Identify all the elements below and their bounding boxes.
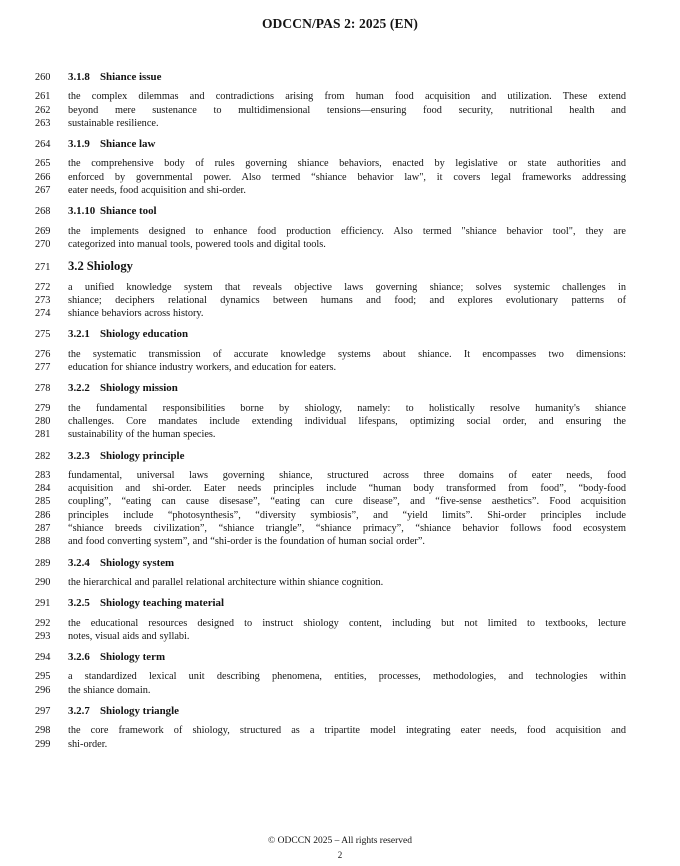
clause-number: 3.2.6	[68, 651, 90, 664]
body-line	[35, 281, 626, 294]
clause-title: Shiology term	[100, 651, 166, 664]
line-number: 260	[35, 72, 51, 83]
body-line-text: the systematic transmission of accurate knowledge systems about shiance. It encompasses two dimensions:	[68, 348, 626, 360]
body-line-text: the fundamental responsibilities borne by shiology, namely: to holistically resolve humanity's shiance	[68, 402, 626, 414]
body-line-text: beyond mere sustenance to multidimensional tensions—ensuring food security, nutritional health and	[68, 104, 626, 116]
line-number: 297	[35, 705, 51, 717]
clause-number: 3.2.2	[68, 382, 90, 395]
body-line-text: education for shiance industry workers, and education for eaters.	[68, 362, 337, 374]
clause-heading-text	[68, 650, 626, 664]
clause-heading-text	[68, 327, 626, 341]
clause-number: 3.2.5	[68, 597, 90, 610]
document-footer	[0, 835, 680, 861]
clause-heading-block	[35, 258, 626, 274]
clause-heading-block	[35, 204, 626, 218]
line-number: 264	[35, 139, 51, 151]
clause-heading	[35, 381, 626, 395]
clause-title: Shiance tool	[100, 205, 157, 218]
body-line-text: enforced by governmental power. Also termed “shiance behavior law", it covers legal frameworks addressing	[68, 171, 626, 183]
body-line	[35, 495, 626, 508]
clause-heading	[35, 137, 626, 151]
body-line	[35, 482, 626, 495]
clause-heading-text	[68, 258, 626, 274]
clause-title: Shiance issue	[100, 71, 162, 83]
clause-heading	[35, 204, 626, 218]
line-number: 282	[35, 450, 51, 462]
body-line	[35, 617, 626, 630]
paragraph-block	[35, 617, 626, 644]
clause-heading-block	[35, 596, 626, 610]
line-number: 296	[35, 684, 51, 696]
body-line-text: eater needs, food acquisition and shi-order.	[68, 185, 246, 197]
body-line-text: the shiance domain.	[68, 684, 151, 696]
line-number: 263	[35, 117, 51, 129]
body-line-text: shiance; deciphers relational dynamics between humans and food; and explores evolutionary patterns of	[68, 294, 626, 306]
page-number: 2	[337, 850, 343, 860]
line-number: 288	[35, 536, 51, 548]
body-line	[35, 184, 626, 197]
body-line-text: the complex dilemmas and contradictions arising from human food acquisition and utilization. These extend	[68, 91, 626, 103]
clause-number: 3.2.7	[68, 704, 90, 717]
line-number: 291	[35, 598, 51, 610]
clause-heading-text	[68, 556, 626, 570]
clause-title: Shiology mission	[100, 382, 178, 395]
clause-heading-text	[68, 137, 626, 151]
body-line	[35, 724, 626, 737]
body-line	[35, 402, 626, 415]
body-line	[35, 117, 626, 130]
body-line-text: the comprehensive body of rules governing shiance behaviors, enacted by legislative or state authorities and	[68, 158, 626, 170]
body-line-text: sustainability of the human species.	[68, 429, 216, 441]
body-line	[35, 294, 626, 307]
body-line-text: coupling”, “eating can cause disesase”, “eating can cure disease”, and “five-sense aesthetics”. Food acquisition	[68, 496, 626, 508]
line-number: 295	[35, 671, 51, 683]
line-number: 284	[35, 483, 51, 495]
clause-heading-block	[35, 650, 626, 664]
clause-heading-block	[35, 704, 626, 718]
line-number: 272	[35, 281, 51, 293]
paragraph-block	[35, 225, 626, 252]
line-number: 266	[35, 171, 51, 183]
line-number: 283	[35, 469, 51, 481]
body-line	[35, 225, 626, 238]
body-line-text: the core framework of shiology, structured as a tripartite model integrating eater needs, food acquisition and	[68, 725, 626, 737]
paragraph-block	[35, 281, 626, 321]
body-line	[35, 104, 626, 117]
line-number: 262	[35, 104, 51, 116]
body-line-text: shi-order.	[68, 738, 108, 750]
body-line	[35, 238, 626, 251]
clause-number: 3.1.10	[68, 205, 96, 218]
body-line-text: and food converting system”, and “shi-order is the foundation of human social order”.	[68, 536, 425, 548]
clause-heading-block	[35, 556, 626, 570]
line-number: 286	[35, 509, 51, 521]
body-line-text: notes, visual aids and syllabi.	[68, 630, 190, 642]
clause-heading-text	[68, 596, 626, 610]
line-number: 281	[35, 429, 51, 441]
clause-heading	[35, 650, 626, 664]
footer-copyright: © ODCCN 2025 – All rights reserved	[268, 836, 412, 846]
clause-heading	[35, 327, 626, 341]
line-number: 261	[35, 91, 51, 103]
line-number: 276	[35, 348, 51, 360]
body-line	[35, 428, 626, 441]
line-number: 278	[35, 383, 51, 395]
line-number: 274	[35, 308, 51, 320]
line-number: 287	[35, 523, 51, 535]
body-line-text: categorized into manual tools, powered tools and digital tools.	[68, 238, 326, 250]
line-number: 271	[35, 262, 51, 274]
body-line	[35, 171, 626, 184]
clause-title: Shiology	[86, 259, 133, 274]
document-title: ODCCN/PAS 2: 2025 (EN)	[261, 16, 419, 31]
line-number: 294	[35, 652, 51, 664]
paragraph-block	[35, 576, 626, 589]
body-line-text: the educational resources designed to instruct shiology content, including but not limited to textbooks, lecture	[68, 617, 626, 629]
body-line	[35, 348, 626, 361]
body-line-text: challenges. Core mandates include extending individual lifespans, optimizing social order, and ensuring the	[68, 415, 626, 427]
clause-heading	[35, 596, 626, 610]
clause-number: 3.2.4	[68, 556, 90, 569]
document-header	[0, 0, 680, 33]
paragraph-block	[35, 469, 626, 549]
clause-heading-block	[35, 137, 626, 151]
line-number: 265	[35, 158, 51, 170]
paragraph-block	[35, 724, 626, 751]
clause-heading	[35, 70, 626, 84]
line-number: 268	[35, 206, 51, 218]
body-line-text: sustainable resilience.	[68, 117, 159, 129]
line-number: 290	[35, 576, 51, 588]
line-number: 273	[35, 294, 51, 306]
body-line	[35, 415, 626, 428]
clause-heading-block	[35, 449, 626, 463]
body-line	[35, 157, 626, 170]
clause-heading-block	[35, 70, 626, 84]
body-line-text: acquisition and shi-order. Eater needs principles include “human body transformed from food”, “body-food	[68, 483, 626, 495]
line-number: 293	[35, 630, 51, 642]
body-line-text: a standardized lexical unit describing phenomena, entities, processes, methodologies, and technologies within	[68, 671, 626, 683]
line-number: 299	[35, 738, 51, 750]
clause-heading-block	[35, 381, 626, 395]
line-number: 279	[35, 402, 51, 414]
line-number: 289	[35, 557, 51, 569]
paragraph-block	[35, 402, 626, 442]
paragraph-block	[35, 348, 626, 375]
body-line	[35, 535, 626, 548]
clause-number: 3.1.9	[68, 138, 90, 151]
paragraph-block	[35, 157, 626, 197]
body-line-text: the implements designed to enhance food production efficiency. Also termed "shiance behavior tool", they are	[68, 225, 626, 237]
clause-heading	[35, 258, 626, 274]
body-line	[35, 684, 626, 697]
body-line	[35, 307, 626, 320]
clause-heading-text	[68, 704, 626, 718]
body-line-text: “shiance breeds civilization”, “shiance triangle”, “shiance primacy”, “shiance behavior follows food ecosystem	[68, 523, 626, 535]
paragraph-block	[35, 90, 626, 130]
line-number: 298	[35, 725, 51, 737]
clause-title: Shiology principle	[100, 449, 185, 462]
body-line	[35, 576, 626, 589]
body-line	[35, 630, 626, 643]
clause-number: 3.2	[68, 259, 84, 274]
clause-heading	[35, 556, 626, 570]
body-line-text: principles include “photosynthesis”, “diversity symbiosis”, and “yield limits”. Shi-order principles include	[68, 509, 626, 521]
line-number: 277	[35, 362, 51, 374]
line-number: 269	[35, 225, 51, 237]
body-line	[35, 361, 626, 374]
body-line	[35, 469, 626, 482]
body-line-text: the hierarchical and parallel relational architecture within shiance cognition.	[68, 576, 384, 588]
clause-heading-text	[68, 204, 626, 218]
clause-title: Shiology system	[100, 556, 175, 569]
body-line	[35, 522, 626, 535]
line-number: 275	[35, 329, 51, 341]
clause-title: Shiology education	[100, 328, 189, 341]
line-number: 280	[35, 415, 51, 427]
line-number: 285	[35, 496, 51, 508]
body-line	[35, 90, 626, 103]
document-body	[0, 70, 680, 751]
clause-title: Shiology triangle	[100, 704, 179, 717]
clause-heading-text	[68, 70, 626, 84]
clause-title: Shiology teaching material	[100, 597, 225, 610]
clause-heading	[35, 449, 626, 463]
clause-heading-text	[68, 449, 626, 463]
body-line-text: fundamental, universal laws governing shiance, structured across three domains of eater needs, food	[68, 469, 626, 481]
clause-heading	[35, 704, 626, 718]
clause-title: Shiance law	[100, 138, 156, 151]
body-line-text: shiance behaviors across history.	[68, 308, 204, 320]
body-line-text: a unified knowledge system that reveals objective laws governing shiance; solves systemic challenges in	[68, 281, 626, 293]
body-line	[35, 670, 626, 683]
body-line	[35, 738, 626, 751]
clause-number: 3.2.1	[68, 328, 90, 341]
clause-number: 3.2.3	[68, 449, 90, 462]
line-number: 267	[35, 185, 51, 197]
clause-heading-block	[35, 327, 626, 341]
line-number: 270	[35, 238, 51, 250]
paragraph-block	[35, 670, 626, 697]
clause-heading-text	[68, 381, 626, 395]
body-line	[35, 509, 626, 522]
clause-number: 3.1.8	[68, 71, 90, 83]
line-number: 292	[35, 617, 51, 629]
